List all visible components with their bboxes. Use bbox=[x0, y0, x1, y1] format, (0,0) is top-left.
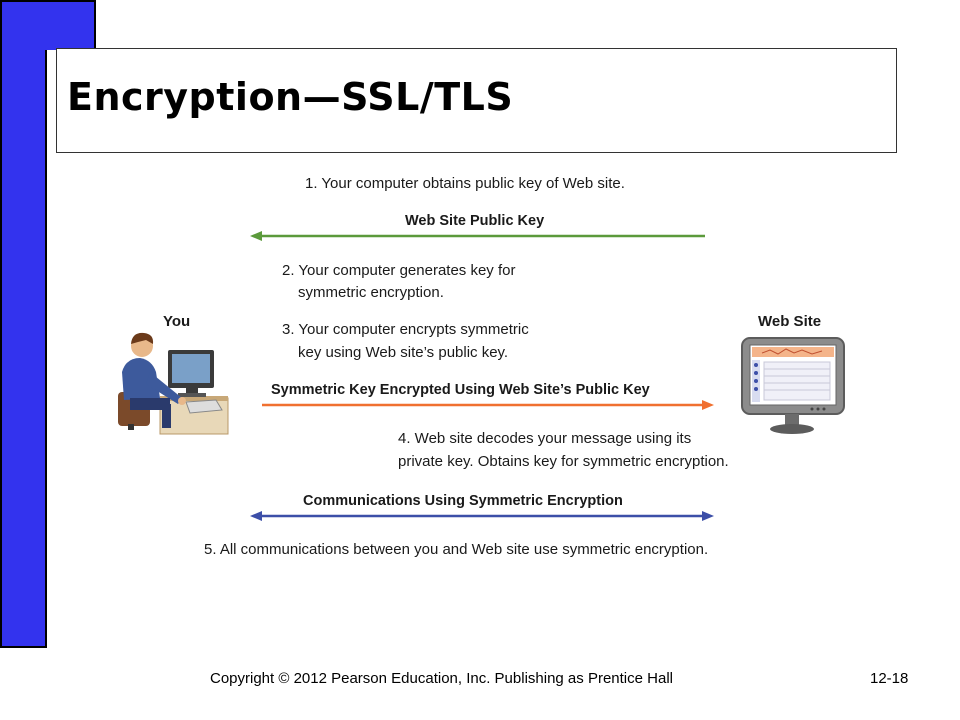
step-4-line-2: private key. Obtains key for symmetric encryption. bbox=[398, 453, 729, 470]
web-site-label: Web Site bbox=[758, 313, 822, 330]
copyright-footer: Copyright © 2012 Pearson Education, Inc. Publishing as Prentice Hall bbox=[210, 670, 673, 687]
step-2-line-1: 2. Your computer generates key for bbox=[282, 262, 516, 279]
arrow-2-label: Symmetric Key Encrypted Using Web Site’s Public Key bbox=[271, 382, 650, 398]
step-5-text: 5. All communications between you and Web site use symmetric encryption. bbox=[204, 541, 709, 558]
step-2-line-2: symmetric encryption. bbox=[298, 284, 444, 301]
arrow-1-label: Web Site Public Key bbox=[405, 213, 545, 229]
you-label: You bbox=[163, 313, 191, 330]
arrow-3-label: Communications Using Symmetric Encryption bbox=[303, 493, 623, 509]
step-3-line-2: key using Web site’s public key. bbox=[298, 344, 509, 361]
web-site-monitor-icon bbox=[742, 338, 844, 434]
page-title: Encryption—SSL/TLS bbox=[67, 75, 514, 119]
step-4-line-1: 4. Web site decodes your message using its bbox=[398, 430, 692, 447]
person-at-computer-icon bbox=[118, 333, 228, 434]
step-1-text: 1. Your computer obtains public key of Web site. bbox=[305, 175, 625, 192]
step-3-line-1: 3. Your computer encrypts symmetric bbox=[282, 321, 529, 338]
slide-number: 12-18 bbox=[870, 670, 909, 687]
